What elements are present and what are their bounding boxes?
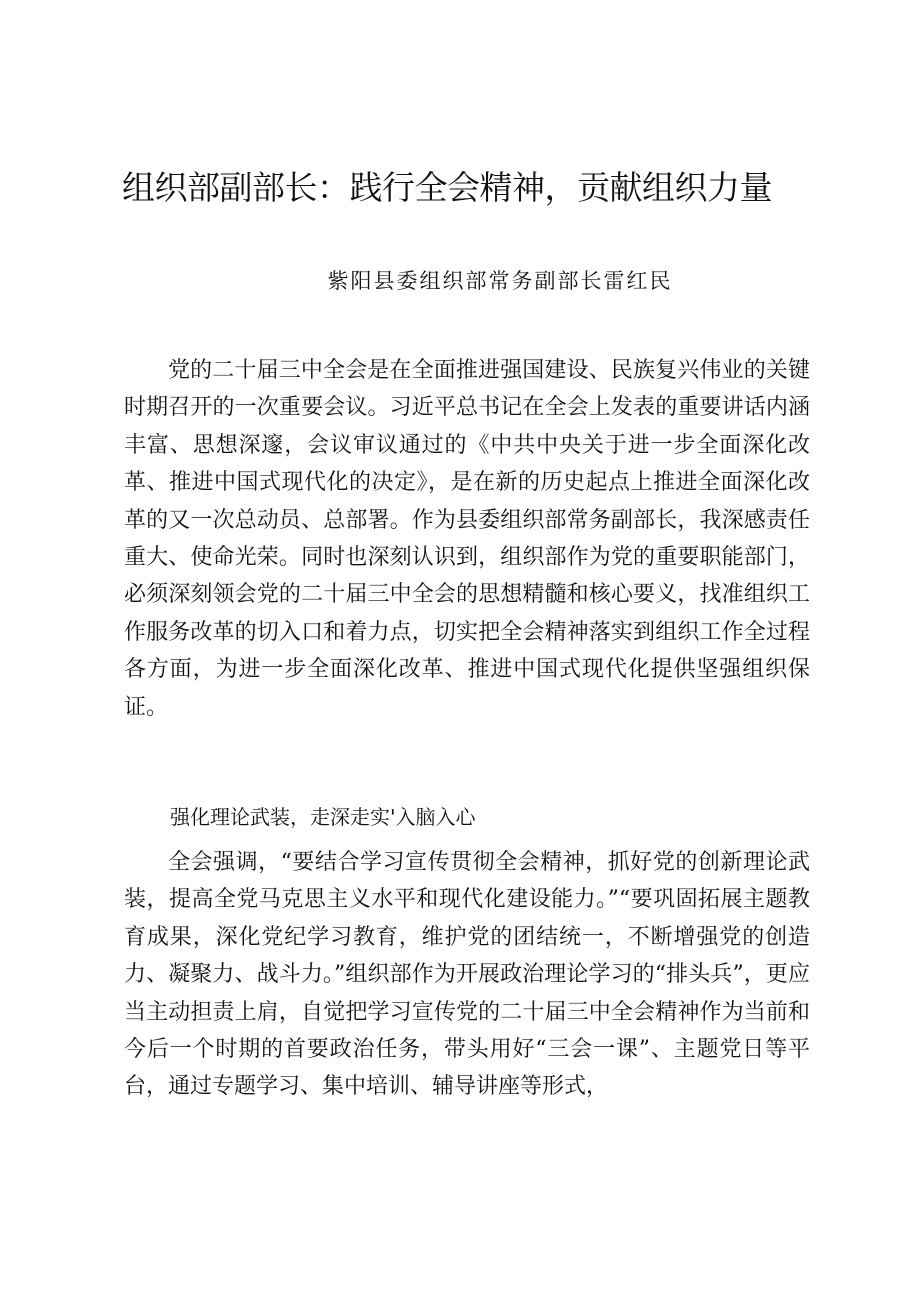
document-title: 组织部副部长：践行全会精神，贡献组织力量 bbox=[122, 168, 772, 207]
body-paragraph-1: 党的二十届三中全会是在全面推进强国建设、民族复兴伟业的关键时期召开的一次重要会议。习近平总书记在全会上发表的重要讲话内涵丰富、思想深邃，会议审议通过的《中共中央关于进一步全面深化改革、推进中国式现代化的决定》，是在新的历史起点上推进全面深化改革的又一次总动员、总部署。作为县委组织部常务副部长，我深感责任重大、使命光荣。同时也深刻认识到，组织部作为党的重要职能部门，必须深刻领会党的二十届三中全会的思想精髓和核心要义，找准组织工作服务改革的切入口和着力点，切实把全会精神落实到组织工作全过程各方面，为进一步全面深化改革、推进中国式现代化提供坚强组织保证。 bbox=[124, 358, 810, 720]
section-heading: 强化理论武装，走深走实'入脑入心 bbox=[170, 805, 476, 829]
author-line: 紫阳县委组织部常务副部长雷红民 bbox=[327, 269, 673, 293]
body-paragraph-2: 全会强调，“要结合学习宣传贯彻全会精神，抓好党的创新理论武装，提高全党马克思主义水平和现代化建设能力。”“要巩固拓展主题教育成果，深化党纪学习教育，维护党的团结统一，不断增强党的创造力、凝聚力、战斗力。”组织部作为开展政治理论学习的“排头兵”，更应当主动担责上肩，自觉把学习宣传党的二十届三中全会精神作为当前和今后一个时期的首要政治任务，带头用好“三会一课”、主题党日等平台，通过专题学习、集中培训、辅导讲座等形式， bbox=[124, 850, 810, 1100]
